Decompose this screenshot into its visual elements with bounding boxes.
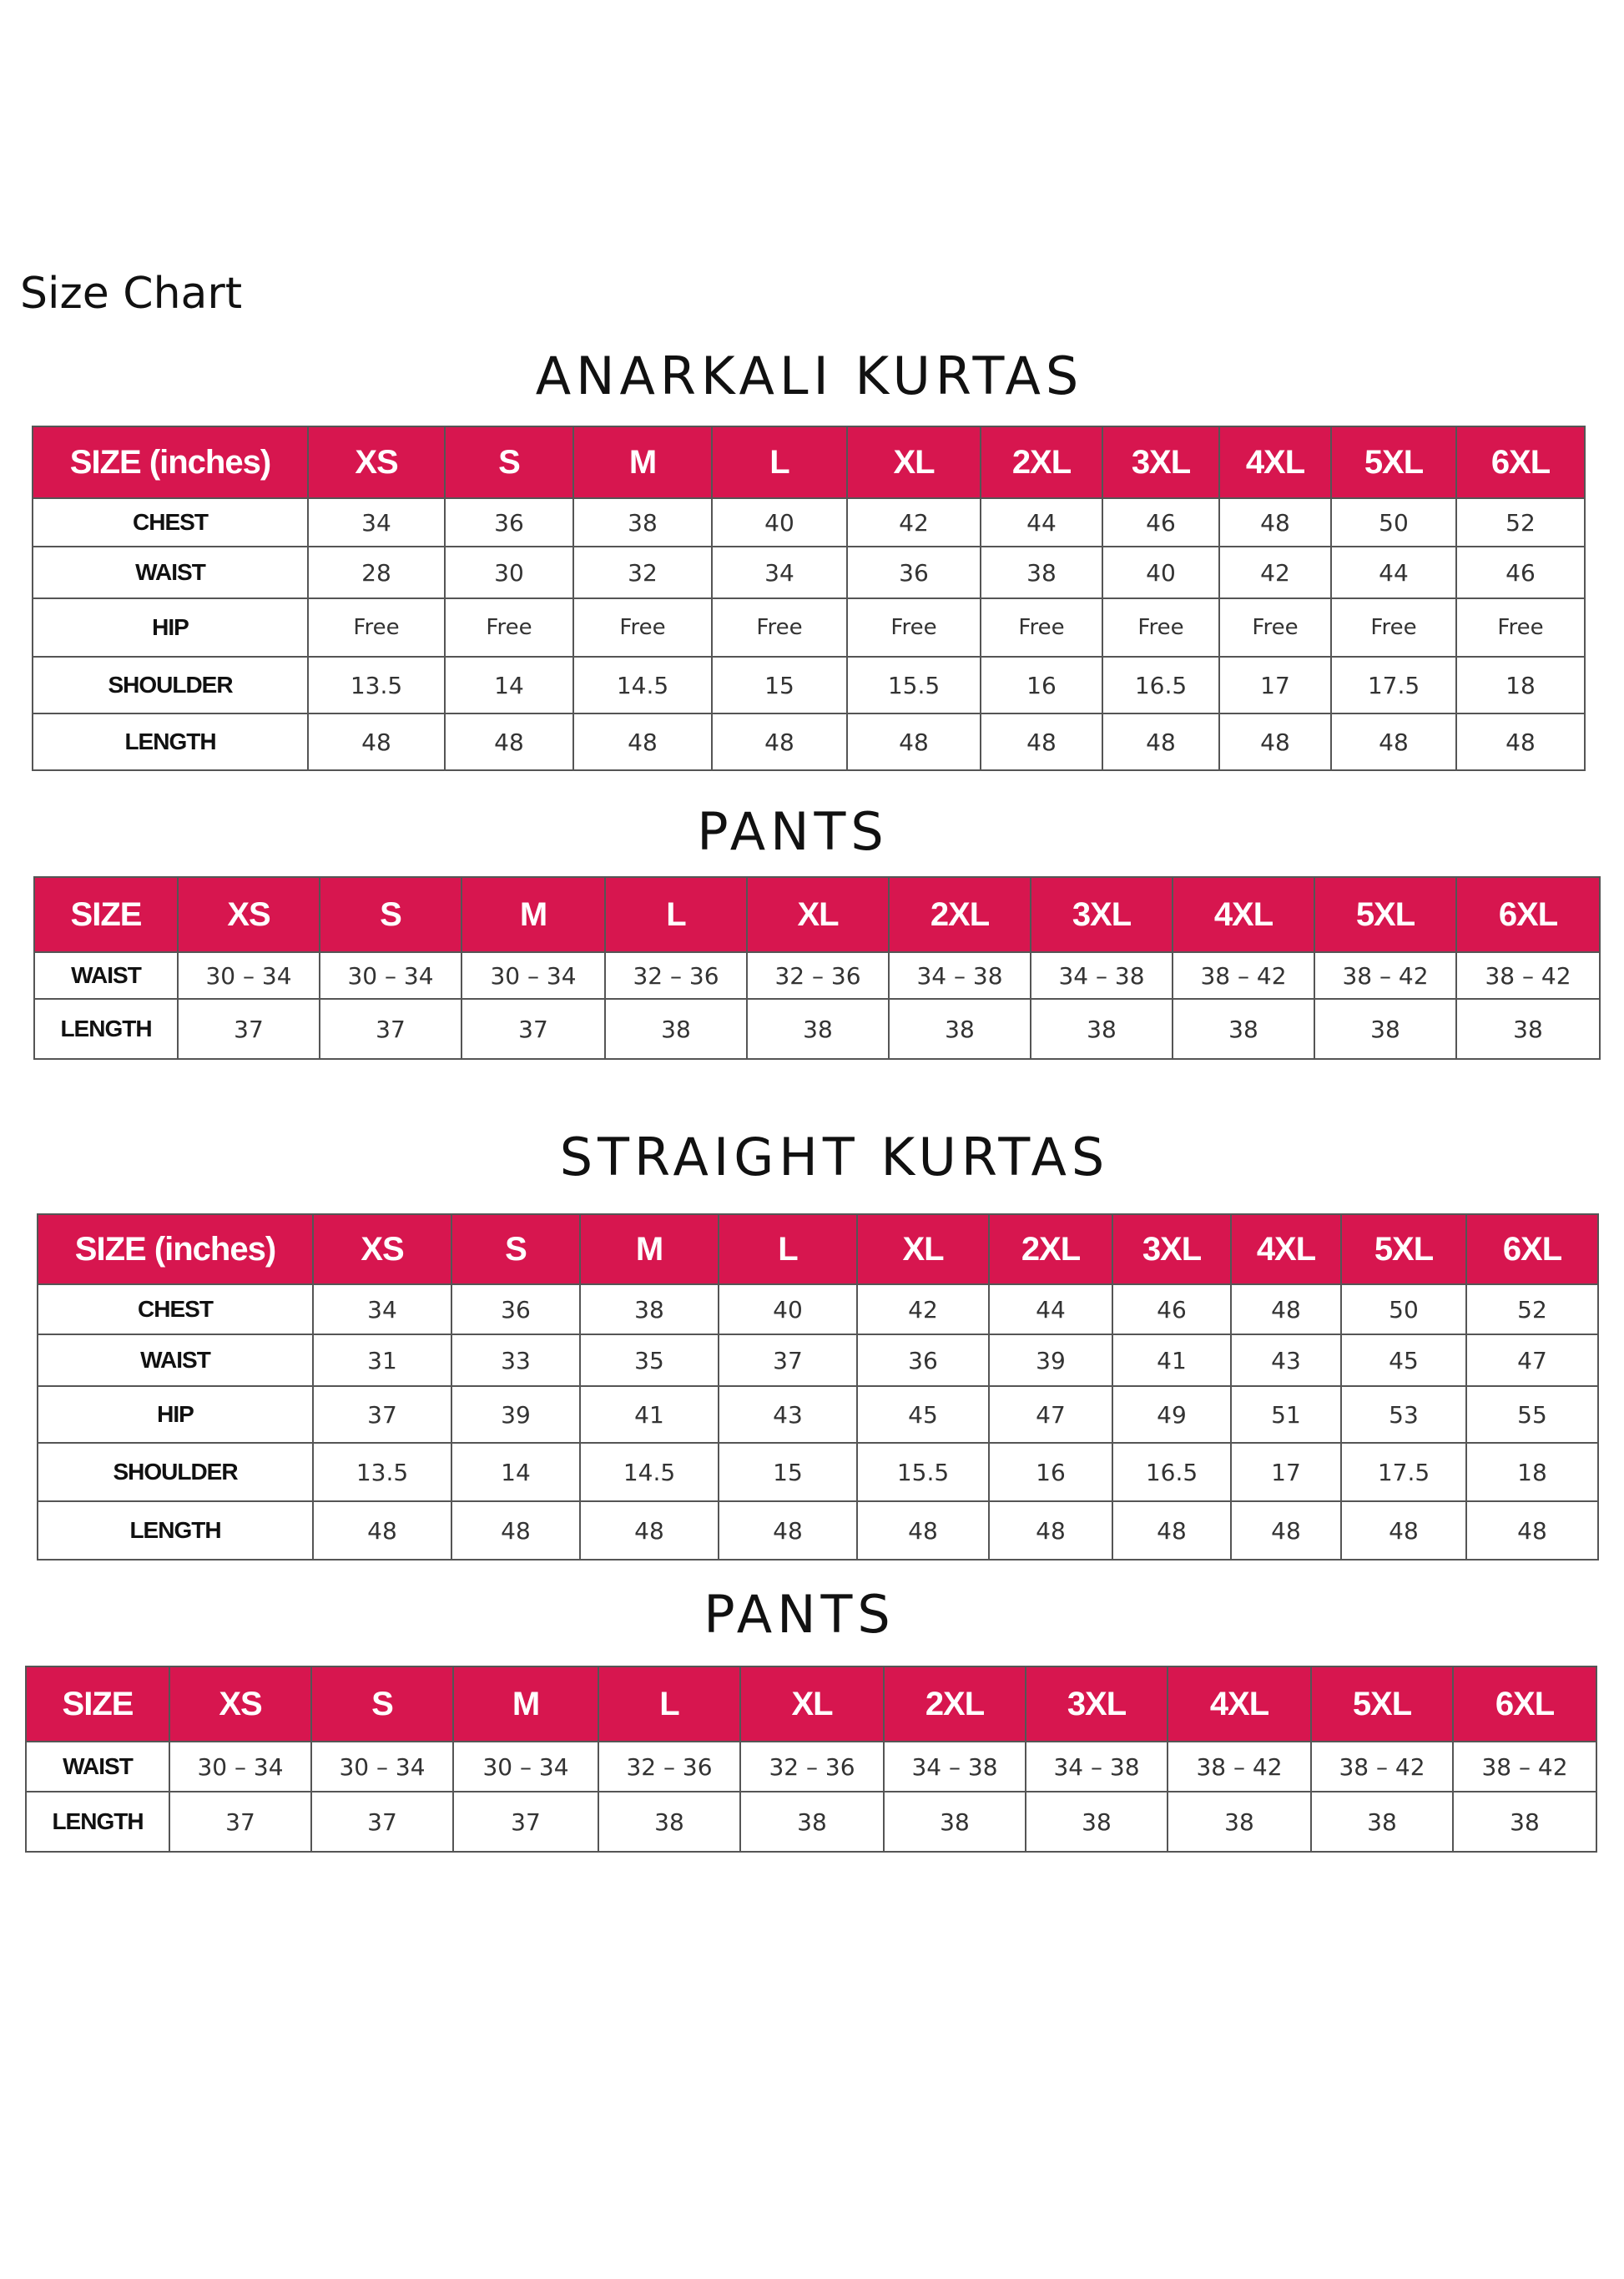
table-cell: 30 – 34 bbox=[169, 1742, 311, 1792]
table-cell: 31 bbox=[313, 1334, 451, 1386]
row-label: LENGTH bbox=[26, 1792, 169, 1852]
header-cell: 6XL bbox=[1453, 1666, 1596, 1742]
header-cell: S bbox=[445, 426, 573, 498]
header-cell: 3XL bbox=[1112, 1214, 1231, 1284]
table-cell: 48 bbox=[573, 713, 712, 770]
header-cell: 2XL bbox=[989, 1214, 1112, 1284]
table-cell: 14.5 bbox=[580, 1443, 719, 1501]
table-cell: 35 bbox=[580, 1334, 719, 1386]
row-label: WAIST bbox=[26, 1742, 169, 1792]
table-cell: 42 bbox=[1219, 547, 1331, 598]
table-cell: 37 bbox=[313, 1386, 451, 1443]
row-label: CHEST bbox=[33, 498, 308, 547]
table-cell: 16 bbox=[981, 657, 1102, 713]
header-cell: 4XL bbox=[1231, 1214, 1341, 1284]
table-cell: 38 – 42 bbox=[1314, 952, 1456, 999]
header-cell: S bbox=[311, 1666, 453, 1742]
table-cell: 40 bbox=[1102, 547, 1219, 598]
table-cell: Free bbox=[712, 598, 847, 657]
table-cell: 48 bbox=[712, 713, 847, 770]
table-cell: 32 – 36 bbox=[747, 952, 889, 999]
header-row bbox=[26, 1666, 1596, 1742]
table-cell: 38 – 42 bbox=[1311, 1742, 1453, 1792]
table-cell: 15.5 bbox=[857, 1443, 989, 1501]
table-cell: 48 bbox=[1231, 1284, 1341, 1334]
table-cell: 50 bbox=[1331, 498, 1456, 547]
table-cell: 36 bbox=[451, 1284, 580, 1334]
table-cell: 38 bbox=[740, 1792, 884, 1852]
table-row bbox=[34, 952, 1600, 999]
table-cell: 48 bbox=[719, 1501, 857, 1560]
table-cell: 16.5 bbox=[1112, 1443, 1231, 1501]
row-label: LENGTH bbox=[34, 999, 178, 1059]
header-cell: 6XL bbox=[1456, 426, 1585, 498]
section-title-pants: PANTS bbox=[704, 1584, 895, 1645]
header-cell: 5XL bbox=[1314, 877, 1456, 952]
header-cell: 6XL bbox=[1466, 1214, 1598, 1284]
header-cell: 5XL bbox=[1311, 1666, 1453, 1742]
table-cell: 34 bbox=[712, 547, 847, 598]
table-cell: 13.5 bbox=[313, 1443, 451, 1501]
table-cell: 48 bbox=[981, 713, 1102, 770]
straight-kurtas-table bbox=[37, 1213, 1599, 1561]
table-cell: 17 bbox=[1219, 657, 1331, 713]
header-cell: S bbox=[320, 877, 461, 952]
table-cell: 17 bbox=[1231, 1443, 1341, 1501]
section-title-anarkali-kurtas: ANARKALI KURTAS bbox=[535, 345, 1084, 406]
table-cell: 38 bbox=[1456, 999, 1600, 1059]
table-cell: 15 bbox=[712, 657, 847, 713]
table-cell: 34 – 38 bbox=[889, 952, 1031, 999]
table-cell: Free bbox=[981, 598, 1102, 657]
row-label: SHOULDER bbox=[33, 657, 308, 713]
header-cell: XS bbox=[308, 426, 445, 498]
table-cell: Free bbox=[445, 598, 573, 657]
header-cell: 6XL bbox=[1456, 877, 1600, 952]
anarkali-kurtas-table bbox=[32, 426, 1586, 771]
header-cell: XS bbox=[178, 877, 320, 952]
table-cell: 30 – 34 bbox=[320, 952, 461, 999]
table-cell: Free bbox=[847, 598, 981, 657]
table-cell: 47 bbox=[989, 1386, 1112, 1443]
table-row bbox=[33, 598, 1585, 657]
pants-table bbox=[25, 1666, 1597, 1853]
table-cell: 41 bbox=[1112, 1334, 1231, 1386]
table-cell: 48 bbox=[847, 713, 981, 770]
table-cell: 42 bbox=[847, 498, 981, 547]
header-cell: SIZE bbox=[26, 1666, 169, 1742]
header-cell: 3XL bbox=[1031, 877, 1173, 952]
table-cell: 32 – 36 bbox=[605, 952, 747, 999]
table-cell: Free bbox=[1331, 598, 1456, 657]
table-cell: 45 bbox=[1341, 1334, 1466, 1386]
table-cell: 55 bbox=[1466, 1386, 1598, 1443]
header-cell: XS bbox=[169, 1666, 311, 1742]
table-cell: 45 bbox=[857, 1386, 989, 1443]
table-cell: 38 bbox=[1173, 999, 1314, 1059]
table-cell: 40 bbox=[712, 498, 847, 547]
table-cell: 48 bbox=[445, 713, 573, 770]
table-cell: 49 bbox=[1112, 1386, 1231, 1443]
table-row bbox=[38, 1501, 1598, 1560]
table-cell: 44 bbox=[1331, 547, 1456, 598]
table-cell: 38 bbox=[884, 1792, 1026, 1852]
table-row bbox=[33, 547, 1585, 598]
table-cell: 14 bbox=[451, 1443, 580, 1501]
header-cell: L bbox=[605, 877, 747, 952]
table-cell: 41 bbox=[580, 1386, 719, 1443]
table-cell: 34 – 38 bbox=[1031, 952, 1173, 999]
table-cell: 48 bbox=[313, 1501, 451, 1560]
table-cell: 34 – 38 bbox=[1026, 1742, 1168, 1792]
table-cell: 51 bbox=[1231, 1386, 1341, 1443]
table-cell: 48 bbox=[580, 1501, 719, 1560]
table-row bbox=[34, 999, 1600, 1059]
header-cell: M bbox=[573, 426, 712, 498]
pants-table bbox=[33, 876, 1601, 1060]
table-cell: 36 bbox=[445, 498, 573, 547]
header-cell: 4XL bbox=[1173, 877, 1314, 952]
table-row bbox=[26, 1742, 1596, 1792]
table-cell: 37 bbox=[719, 1334, 857, 1386]
table-cell: 43 bbox=[1231, 1334, 1341, 1386]
row-label: SHOULDER bbox=[38, 1443, 313, 1501]
table-cell: 38 bbox=[1311, 1792, 1453, 1852]
table-cell: 34 bbox=[308, 498, 445, 547]
table-cell: 38 bbox=[889, 999, 1031, 1059]
table-cell: 46 bbox=[1112, 1284, 1231, 1334]
table-row bbox=[33, 657, 1585, 713]
table-cell: 36 bbox=[857, 1334, 989, 1386]
table-cell: 17.5 bbox=[1331, 657, 1456, 713]
table-cell: 47 bbox=[1466, 1334, 1598, 1386]
page-title: Size Chart bbox=[20, 269, 243, 319]
table-cell: 38 – 42 bbox=[1456, 952, 1600, 999]
table-cell: Free bbox=[308, 598, 445, 657]
header-cell: XS bbox=[313, 1214, 451, 1284]
header-cell: L bbox=[598, 1666, 740, 1742]
table-cell: 38 bbox=[1314, 999, 1456, 1059]
table-row bbox=[38, 1386, 1598, 1443]
table-row bbox=[26, 1792, 1596, 1852]
table-cell: 38 bbox=[981, 547, 1102, 598]
table-row bbox=[33, 713, 1585, 770]
table-cell: 37 bbox=[453, 1792, 598, 1852]
table-cell: 16 bbox=[989, 1443, 1112, 1501]
table-cell: 38 – 42 bbox=[1453, 1742, 1596, 1792]
table-cell: 34 – 38 bbox=[884, 1742, 1026, 1792]
row-label: WAIST bbox=[33, 547, 308, 598]
table-cell: 48 bbox=[308, 713, 445, 770]
table-cell: 50 bbox=[1341, 1284, 1466, 1334]
row-label: HIP bbox=[38, 1386, 313, 1443]
table-cell: 38 bbox=[1031, 999, 1173, 1059]
table-cell: 48 bbox=[1341, 1501, 1466, 1560]
table-cell: 48 bbox=[1112, 1501, 1231, 1560]
table-cell: 37 bbox=[461, 999, 605, 1059]
section-title-pants: PANTS bbox=[697, 801, 889, 862]
table-cell: 52 bbox=[1466, 1284, 1598, 1334]
table-cell: 38 bbox=[747, 999, 889, 1059]
header-cell: M bbox=[453, 1666, 598, 1742]
table-cell: 28 bbox=[308, 547, 445, 598]
table-cell: 38 bbox=[573, 498, 712, 547]
table-cell: 46 bbox=[1456, 547, 1585, 598]
table-cell: 48 bbox=[1466, 1501, 1598, 1560]
table-row bbox=[38, 1334, 1598, 1386]
header-cell: SIZE bbox=[34, 877, 178, 952]
header-row bbox=[34, 877, 1600, 952]
table-cell: 30 bbox=[445, 547, 573, 598]
table-cell: 32 – 36 bbox=[740, 1742, 884, 1792]
table-cell: 38 bbox=[605, 999, 747, 1059]
table-cell: 36 bbox=[847, 547, 981, 598]
header-cell: XL bbox=[857, 1214, 989, 1284]
table-cell: 34 bbox=[313, 1284, 451, 1334]
table-cell: Free bbox=[1456, 598, 1585, 657]
table-cell: 18 bbox=[1466, 1443, 1598, 1501]
table-cell: 17.5 bbox=[1341, 1443, 1466, 1501]
table-cell: 38 bbox=[1453, 1792, 1596, 1852]
table-cell: 39 bbox=[989, 1334, 1112, 1386]
header-cell: 2XL bbox=[889, 877, 1031, 952]
table-cell: 48 bbox=[1219, 498, 1331, 547]
row-label: LENGTH bbox=[33, 713, 308, 770]
table-cell: Free bbox=[1219, 598, 1331, 657]
table-cell: 48 bbox=[1219, 713, 1331, 770]
header-cell: L bbox=[719, 1214, 857, 1284]
row-label: LENGTH bbox=[38, 1501, 313, 1560]
table-cell: 44 bbox=[989, 1284, 1112, 1334]
table-cell: 44 bbox=[981, 498, 1102, 547]
table-cell: 39 bbox=[451, 1386, 580, 1443]
header-row bbox=[33, 426, 1585, 498]
table-cell: 37 bbox=[320, 999, 461, 1059]
table-row bbox=[38, 1443, 1598, 1501]
table-cell: 30 – 34 bbox=[453, 1742, 598, 1792]
header-cell: 4XL bbox=[1219, 426, 1331, 498]
header-row bbox=[38, 1214, 1598, 1284]
table-cell: 14.5 bbox=[573, 657, 712, 713]
table-cell: 38 bbox=[580, 1284, 719, 1334]
table-cell: 38 bbox=[1168, 1792, 1311, 1852]
table-cell: 38 bbox=[598, 1792, 740, 1852]
table-cell: 38 – 42 bbox=[1173, 952, 1314, 999]
table-cell: 48 bbox=[989, 1501, 1112, 1560]
table-cell: 48 bbox=[451, 1501, 580, 1560]
table-cell: 48 bbox=[1331, 713, 1456, 770]
table-cell: 15 bbox=[719, 1443, 857, 1501]
header-cell: XL bbox=[740, 1666, 884, 1742]
table-cell: 53 bbox=[1341, 1386, 1466, 1443]
header-cell: XL bbox=[747, 877, 889, 952]
table-cell: Free bbox=[573, 598, 712, 657]
header-cell: 5XL bbox=[1341, 1214, 1466, 1284]
table-cell: 30 – 34 bbox=[178, 952, 320, 999]
header-cell: M bbox=[580, 1214, 719, 1284]
table-cell: 48 bbox=[1102, 713, 1219, 770]
header-cell: M bbox=[461, 877, 605, 952]
table-cell: 38 – 42 bbox=[1168, 1742, 1311, 1792]
header-cell: 3XL bbox=[1026, 1666, 1168, 1742]
table-cell: 16.5 bbox=[1102, 657, 1219, 713]
header-cell: 5XL bbox=[1331, 426, 1456, 498]
row-label: HIP bbox=[33, 598, 308, 657]
header-cell: S bbox=[451, 1214, 580, 1284]
table-cell: 37 bbox=[178, 999, 320, 1059]
header-cell: 3XL bbox=[1102, 426, 1219, 498]
table-cell: 14 bbox=[445, 657, 573, 713]
table-cell: 33 bbox=[451, 1334, 580, 1386]
table-row bbox=[33, 498, 1585, 547]
table-cell: 52 bbox=[1456, 498, 1585, 547]
table-cell: 37 bbox=[169, 1792, 311, 1852]
table-cell: 48 bbox=[1456, 713, 1585, 770]
row-label: CHEST bbox=[38, 1284, 313, 1334]
table-cell: 18 bbox=[1456, 657, 1585, 713]
table-cell: 38 bbox=[1026, 1792, 1168, 1852]
table-cell: 32 bbox=[573, 547, 712, 598]
header-cell: L bbox=[712, 426, 847, 498]
table-cell: 37 bbox=[311, 1792, 453, 1852]
table-cell: 30 – 34 bbox=[461, 952, 605, 999]
header-cell: 2XL bbox=[981, 426, 1102, 498]
row-label: WAIST bbox=[38, 1334, 313, 1386]
header-cell: SIZE (inches) bbox=[38, 1214, 313, 1284]
table-row bbox=[38, 1284, 1598, 1334]
table-cell: 48 bbox=[1231, 1501, 1341, 1560]
table-cell: 42 bbox=[857, 1284, 989, 1334]
header-cell: SIZE (inches) bbox=[33, 426, 308, 498]
table-cell: 40 bbox=[719, 1284, 857, 1334]
table-cell: Free bbox=[1102, 598, 1219, 657]
section-title-straight-kurtas: STRAIGHT KURTAS bbox=[559, 1127, 1110, 1187]
table-cell: 48 bbox=[857, 1501, 989, 1560]
header-cell: XL bbox=[847, 426, 981, 498]
table-cell: 43 bbox=[719, 1386, 857, 1443]
row-label: WAIST bbox=[34, 952, 178, 999]
table-cell: 46 bbox=[1102, 498, 1219, 547]
table-cell: 30 – 34 bbox=[311, 1742, 453, 1792]
header-cell: 4XL bbox=[1168, 1666, 1311, 1742]
header-cell: 2XL bbox=[884, 1666, 1026, 1742]
table-cell: 13.5 bbox=[308, 657, 445, 713]
table-cell: 15.5 bbox=[847, 657, 981, 713]
table-cell: 32 – 36 bbox=[598, 1742, 740, 1792]
